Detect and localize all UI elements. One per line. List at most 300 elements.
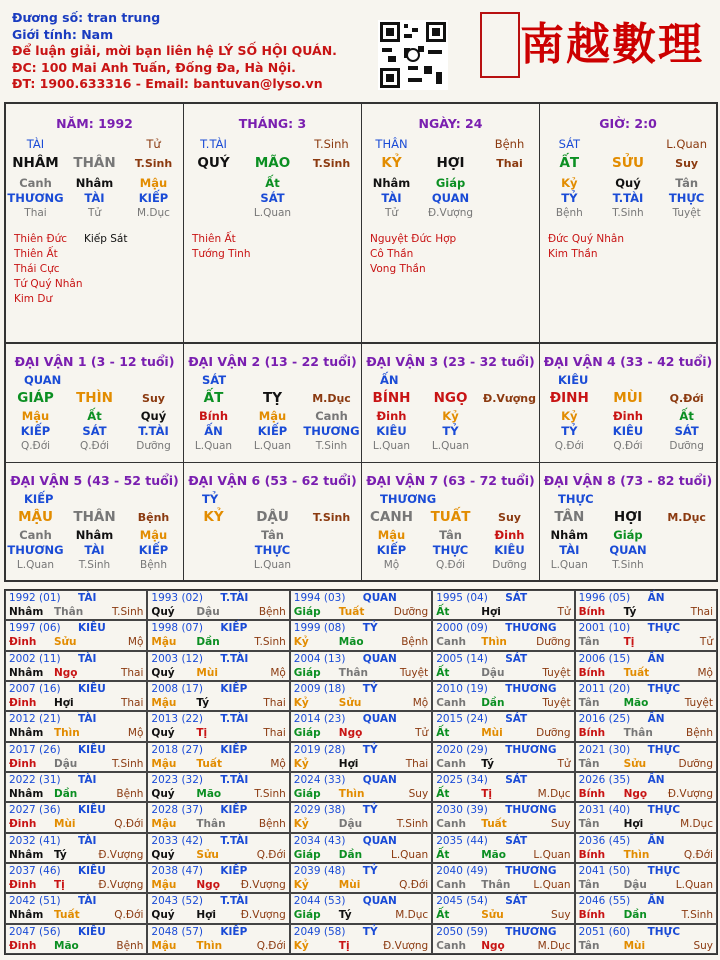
year-god: QUAN <box>362 834 397 847</box>
year-stage: Mộ <box>697 666 713 679</box>
year-chi: Dần <box>623 909 647 922</box>
year-stage: Tử <box>557 606 571 618</box>
year-can: Quý <box>151 727 175 740</box>
dai-van-stages <box>6 439 183 454</box>
god-cell: TỶ <box>561 191 578 205</box>
year-chi: Dậu <box>481 666 505 679</box>
can-chi-row <box>184 156 361 171</box>
year-can: Tân <box>578 636 600 649</box>
year-can: Ất <box>436 848 450 861</box>
year-can: Quý <box>151 606 175 618</box>
year-stage: L.Quan <box>390 848 429 861</box>
year-label: 2020 (29) <box>436 743 488 756</box>
hidden-cell: Mậu <box>139 176 168 190</box>
year-stage: Mộ <box>270 757 286 770</box>
year-cell <box>432 893 574 923</box>
year-stage: Q.Đới <box>256 848 286 861</box>
year-cell <box>147 651 289 681</box>
hidden-row <box>184 176 361 191</box>
stage-row <box>184 206 361 221</box>
pillar-title: THÁNG: 3 <box>238 116 307 131</box>
year-label: 2016 (25) <box>578 713 631 726</box>
god-cell: KIẾP <box>376 543 407 557</box>
year-god: ẤN <box>647 774 665 786</box>
year-chi: Tuất <box>481 818 507 831</box>
year-god: TỶ <box>362 622 378 635</box>
god-cell: QUAN <box>431 191 470 205</box>
year-label: 2038 (47) <box>151 865 204 877</box>
dai-van-cell: T.Sinh <box>312 511 351 524</box>
year-can: Đinh <box>9 818 37 831</box>
year-chi: Hợi <box>481 606 501 618</box>
hidden-cell: Ất <box>87 409 102 423</box>
pillar-2 <box>361 103 540 343</box>
year-label: 2039 (48) <box>293 865 346 877</box>
stage-cell: L.Quan <box>550 559 588 571</box>
gender-label: Giới tính: <box>12 26 77 42</box>
year-stage: Bệnh <box>401 636 429 649</box>
year-can: Kỷ <box>293 879 309 891</box>
god-cell: TÀI <box>559 543 580 557</box>
dai-van-cell: Đ.Vượng <box>482 392 536 405</box>
dai-van-hidden <box>540 409 716 424</box>
year-label: 2017 (26) <box>9 743 61 756</box>
god-cell <box>658 543 716 558</box>
hidden-cell: Mậu <box>258 409 287 423</box>
year-stage: Suy <box>551 909 571 922</box>
year-stage: Tuyệt <box>684 697 713 709</box>
year-stage: Dưỡng <box>678 757 713 770</box>
stage-row <box>6 206 183 221</box>
year-chi: Sửu <box>196 848 219 861</box>
year-chi: Thân <box>623 727 653 740</box>
year-cell <box>432 590 574 620</box>
logo-text: 南越數理 <box>520 19 704 70</box>
year-god: ẤN <box>647 895 665 908</box>
stage-cell <box>480 206 538 221</box>
year-stage: L.Quan <box>533 879 571 891</box>
year-chi: Ngọ <box>54 666 78 679</box>
hidden-cell: Giáp <box>435 176 466 190</box>
hidden-cell: Canh <box>19 176 52 190</box>
dai-van-8 <box>539 462 717 581</box>
year-god: SÁT <box>505 652 528 665</box>
year-stage: M.Dục <box>537 788 571 800</box>
personal-info <box>12 10 337 93</box>
hidden-cell: Đinh <box>494 528 525 542</box>
year-cell <box>432 833 574 863</box>
year-can: Tân <box>578 879 600 891</box>
year-label: 2040 (49) <box>436 865 488 877</box>
year-label: 1998 (07) <box>151 622 204 635</box>
year-label: 2051 (60) <box>578 925 631 938</box>
year-chi: Dậu <box>196 606 220 618</box>
year-can: Ất <box>436 666 450 679</box>
year-cell <box>290 651 432 681</box>
year-chi: Thìn <box>196 939 223 952</box>
year-god: SÁT <box>505 592 528 604</box>
stars-list <box>14 232 82 307</box>
dai-van-cell: BÍNH <box>372 390 411 406</box>
year-chi: Mùi <box>54 818 76 831</box>
stage-cell: L.Quan <box>372 440 411 452</box>
year-chi: Mùi <box>481 727 503 740</box>
year-label: 2003 (12) <box>151 652 204 665</box>
dai-van-cell: TỴ <box>263 390 282 406</box>
year-can: Nhâm <box>9 606 44 618</box>
gender-value: Nam <box>81 26 114 42</box>
year-label: 2024 (33) <box>293 774 346 786</box>
year-god: THƯƠNG <box>505 865 557 877</box>
year-chi: Tý <box>196 697 210 709</box>
stage-cell: T.Sinh <box>612 559 644 571</box>
year-chi: Tuất <box>338 606 365 618</box>
year-stage: Mộ <box>127 727 144 740</box>
dai-van-can-chi <box>362 391 539 406</box>
dai-van-cell: THÌN <box>76 390 113 406</box>
stage-cell <box>302 558 360 573</box>
year-god: THƯƠNG <box>505 743 557 756</box>
dai-van-title: ĐẠI VẬN 6 (53 - 62 tuổi) <box>188 473 357 488</box>
dai-van-7 <box>361 462 540 581</box>
dai-van-stages <box>184 558 361 573</box>
year-can: Mậu <box>151 757 177 770</box>
year-can: Giáp <box>293 666 321 679</box>
god-cell: KIÊU <box>612 424 644 438</box>
hidden-cell: Đinh <box>376 409 407 423</box>
hidden-cell: Nhâm <box>372 176 411 190</box>
top-cell: L.Quan <box>666 137 707 151</box>
top-cell: T.TÀI <box>200 137 227 151</box>
hidden-cell: Đinh <box>613 409 643 423</box>
year-chi: Thân <box>196 818 226 831</box>
year-label: 2000 (09) <box>436 622 488 635</box>
year-chi: Tý <box>623 606 637 618</box>
stage-cell: Q.Đới <box>20 440 51 452</box>
year-can: Mậu <box>151 636 177 649</box>
stage-cell: T.Sinh <box>315 440 348 452</box>
year-stage: Đ.Vượng <box>240 879 286 891</box>
can-chi-cell: NHÂM <box>12 155 59 171</box>
year-label: 1993 (02) <box>151 592 204 604</box>
year-god: TÀI <box>78 834 97 847</box>
year-cell <box>290 833 432 863</box>
year-label: 2029 (38) <box>293 804 346 817</box>
year-stage: T.Sinh <box>111 606 144 618</box>
dai-van-stages <box>362 558 539 573</box>
dai-van-cell: Q.Đới <box>669 392 704 405</box>
year-chi: Ngọ <box>196 879 220 891</box>
chart-grid <box>4 102 718 582</box>
year-label: 2005 (14) <box>436 652 488 665</box>
hidden-cell: Tân <box>675 176 699 190</box>
address-line: ĐC: 100 Mai Anh Tuấn, Đống Đa, Hà Nội. <box>12 59 296 75</box>
dai-van-top: KIÊU <box>558 373 589 387</box>
year-label: 2045 (54) <box>436 895 488 908</box>
dai-van-title: ĐẠI VẬN 8 (73 - 82 tuổi) <box>543 473 713 488</box>
year-label: 2037 (46) <box>9 865 61 877</box>
year-god: QUAN <box>362 713 397 726</box>
dai-van-5 <box>5 462 184 581</box>
can-chi-cell: HỢI <box>436 155 465 171</box>
star-item: Kim Dư <box>14 293 53 305</box>
star-item: Nguyệt Đức Hợp <box>370 233 457 245</box>
year-stage: Tuyệt <box>542 666 571 679</box>
dai-van-cell: NGỌ <box>433 390 468 406</box>
year-stage: T.Sinh <box>111 757 144 770</box>
year-chi: Tị <box>623 636 635 649</box>
year-label: 2002 (11) <box>9 652 61 665</box>
stage-cell: Dưỡng <box>136 440 171 452</box>
seal-icon <box>480 12 520 78</box>
year-can: Đinh <box>9 697 37 709</box>
year-can: Mậu <box>151 879 177 891</box>
dai-van-gods <box>362 424 539 439</box>
hidden-cell: Kỷ <box>561 409 578 423</box>
top-cell: THÂN <box>375 137 408 151</box>
dai-van-stages <box>540 558 716 573</box>
year-stage: Mộ <box>127 636 144 649</box>
year-god: KIÊU <box>78 925 106 938</box>
stage-cell <box>184 558 242 573</box>
year-god: SÁT <box>505 774 528 786</box>
year-cell <box>5 772 147 802</box>
year-stage: T.Sinh <box>681 909 713 922</box>
year-god: QUAN <box>362 774 397 786</box>
stage-cell: Mộ <box>383 559 400 571</box>
year-can: Bính <box>578 788 606 800</box>
dai-van-stages <box>6 558 183 573</box>
god-cell: KIẾP <box>20 424 51 438</box>
year-cell <box>290 742 432 772</box>
year-can: Canh <box>436 636 466 649</box>
stage-cell: Bệnh <box>555 207 583 219</box>
year-can: Tân <box>578 697 600 709</box>
year-stage: T.Sinh <box>396 818 429 831</box>
year-cell <box>147 802 289 832</box>
dai-van-top: THƯƠNG <box>380 492 437 506</box>
dai-van-gods <box>6 424 183 439</box>
year-cell <box>575 711 717 741</box>
year-chi: Thìn <box>54 727 80 740</box>
year-chi: Dậu <box>338 818 363 831</box>
stage-cell <box>480 439 538 454</box>
year-stage: T.Sinh <box>254 636 286 649</box>
can-chi-cell: T.Sinh <box>134 157 173 170</box>
year-stage: Q.Đới <box>399 879 429 891</box>
hidden-cell <box>302 176 360 191</box>
year-chi: Dậu <box>623 879 647 891</box>
star-item: Đức Quý Nhân <box>548 233 624 245</box>
dai-van-top: THỰC <box>558 492 594 506</box>
dai-van-cell: ẤT <box>203 390 224 406</box>
gods-row <box>362 191 539 206</box>
year-stage: Tuyệt <box>542 697 571 709</box>
year-god: KIẾP <box>220 865 248 877</box>
year-chi: Sửu <box>481 909 504 922</box>
dai-van-hidden <box>540 528 716 543</box>
year-can: Canh <box>436 818 466 831</box>
hidden-cell <box>302 528 360 543</box>
year-god: KIẾP <box>220 622 248 635</box>
year-chi: Thìn <box>481 636 507 649</box>
year-chi: Mão <box>623 697 649 709</box>
dai-van-hidden <box>362 528 539 543</box>
top-cell: T.Sinh <box>314 137 349 151</box>
year-god: QUAN <box>362 592 397 604</box>
year-can: Nhâm <box>9 848 44 861</box>
year-god: QUAN <box>362 895 397 908</box>
year-cell <box>290 802 432 832</box>
year-god: THƯƠNG <box>505 622 557 635</box>
year-stage: Bệnh <box>258 818 286 831</box>
dai-van-top: KIẾP <box>24 492 54 506</box>
year-stage: Đ.Vượng <box>383 939 429 952</box>
year-cell <box>575 620 717 650</box>
year-can: Kỷ <box>293 939 309 952</box>
hidden-cell: Nhâm <box>75 528 114 542</box>
year-stage: Thai <box>120 666 144 679</box>
dai-van-hidden <box>184 528 361 543</box>
year-label: 1994 (03) <box>293 592 346 604</box>
year-can: Nhâm <box>9 727 44 740</box>
dai-van-hidden <box>6 409 183 424</box>
dai-van-can-chi <box>184 391 361 406</box>
year-cell <box>575 681 717 711</box>
year-cell <box>5 620 147 650</box>
stage-cell: T.Sinh <box>612 207 644 219</box>
dai-van-3 <box>361 343 540 463</box>
year-can: Đinh <box>9 939 37 952</box>
year-god: TÀI <box>78 592 97 604</box>
year-chi: Thân <box>54 606 84 618</box>
year-can: Nhâm <box>9 788 44 800</box>
dai-van-title: ĐẠI VẬN 2 (13 - 22 tuổi) <box>188 354 357 369</box>
dai-van-cell: TÂN <box>554 509 585 525</box>
year-can: Ất <box>436 788 450 800</box>
dai-van-6 <box>183 462 362 581</box>
dai-van-cell: Suy <box>498 511 521 524</box>
stage-cell: L.Quan <box>253 207 292 219</box>
year-can: Giáp <box>293 848 321 861</box>
stage-row <box>362 206 539 221</box>
top-row <box>540 137 716 152</box>
dai-van-cell: MẬU <box>18 509 53 525</box>
year-stage: Bệnh <box>116 788 144 800</box>
year-chi: Tuất <box>623 666 650 679</box>
year-stage: Dưỡng <box>536 636 571 649</box>
year-can: Ất <box>436 727 450 740</box>
year-cell <box>575 893 717 923</box>
god-cell: TỶ <box>561 424 578 438</box>
dai-van-2 <box>183 343 362 463</box>
year-stage: Thai <box>405 757 429 770</box>
year-cell <box>432 651 574 681</box>
year-cell <box>290 863 432 893</box>
star-item: Kim Thần <box>548 248 598 260</box>
year-label: 2027 (36) <box>9 804 61 817</box>
hidden-cell: Ất <box>679 409 694 423</box>
year-cell <box>147 833 289 863</box>
pillar-title: NGÀY: 24 <box>418 116 483 131</box>
year-chi: Tuất <box>196 757 222 770</box>
dai-van-1 <box>5 343 184 463</box>
year-chi: Hợi <box>338 757 359 770</box>
year-god: KIÊU <box>78 865 106 877</box>
star-item: Tướng Tinh <box>192 248 251 260</box>
year-can: Kỷ <box>293 697 309 709</box>
year-stage: Đ.Vượng <box>667 788 713 800</box>
can-chi-cell: Suy <box>675 157 699 170</box>
top-cell: Bệnh <box>494 137 525 151</box>
year-cell <box>575 772 717 802</box>
year-god: TỶ <box>362 683 378 695</box>
year-cell <box>5 590 147 620</box>
phone-email-line[interactable]: ĐT: 1900.633316 - Email: bantuvan@lyso.vn <box>12 76 323 91</box>
year-label: 2007 (16) <box>9 683 61 695</box>
year-god: ẤN <box>647 834 665 847</box>
hidden-cell: Mậu <box>377 528 406 542</box>
stars-list <box>370 232 456 277</box>
year-god: KIÊU <box>78 743 106 756</box>
top-row <box>184 137 361 152</box>
year-label: 1992 (01) <box>9 592 61 604</box>
year-chi: Mão <box>196 788 222 800</box>
year-can: Quý <box>151 788 175 800</box>
year-label: 2018 (27) <box>151 743 204 756</box>
dai-van-gods <box>540 543 716 558</box>
dai-van-top: QUAN <box>24 373 62 387</box>
year-chi: Dần <box>481 697 505 709</box>
dai-van-gods <box>540 424 716 439</box>
gods-row <box>6 191 183 206</box>
year-stage: T.Sinh <box>254 788 286 800</box>
year-stage: Suy <box>408 788 429 800</box>
year-chi: Sửu <box>623 757 647 770</box>
can-chi-cell: T.Sinh <box>312 157 351 170</box>
pillar-0 <box>5 103 184 343</box>
year-table <box>4 589 718 955</box>
year-label: 2023 (32) <box>151 774 204 786</box>
year-god: KIẾP <box>220 743 248 756</box>
year-can: Quý <box>151 909 175 922</box>
dai-van-top: TỶ <box>202 492 219 506</box>
year-label: 2019 (28) <box>293 743 346 756</box>
year-can: Canh <box>436 879 466 891</box>
year-stage: Dưỡng <box>536 727 571 740</box>
year-stage: Bệnh <box>258 606 286 618</box>
year-god: T.TÀI <box>220 652 249 665</box>
god-cell: TỶ <box>442 424 459 438</box>
contact-line: Để luận giải, mời bạn liên hệ LÝ SỐ HỘI QUÁN. <box>12 43 337 58</box>
dai-van-cell: M.Dục <box>667 511 706 524</box>
year-can: Kỷ <box>293 636 309 649</box>
qr-code-icon <box>378 20 448 90</box>
dai-van-title: ĐẠI VẬN 1 (3 - 12 tuổi) <box>14 354 175 369</box>
god-cell: QUAN <box>609 543 647 557</box>
god-cell: SÁT <box>674 424 699 438</box>
year-stage: Thai <box>120 697 144 709</box>
year-stage: L.Quan <box>533 848 571 861</box>
year-label: 2034 (43) <box>293 834 346 847</box>
hidden-cell: Canh <box>315 409 348 423</box>
hidden-cell: Ất <box>265 176 280 190</box>
dai-van-cell: THÂN <box>73 509 116 525</box>
year-chi: Ngọ <box>338 727 363 740</box>
year-stage: Tử <box>557 757 571 770</box>
year-god: SÁT <box>505 834 528 847</box>
year-chi: Tý <box>54 848 67 861</box>
